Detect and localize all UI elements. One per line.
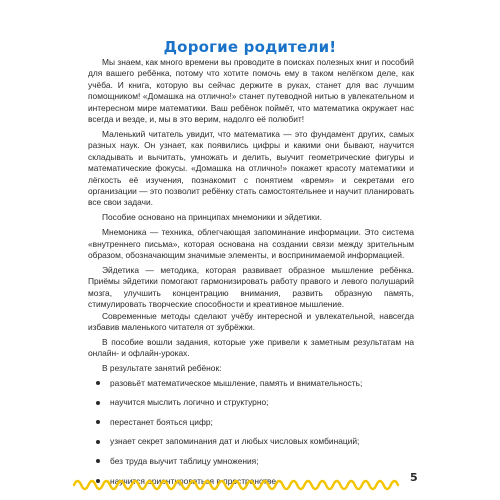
list-item: разовьёт математическое мышление, память и внимательность; xyxy=(88,378,414,389)
page-title: Дорогие родители! xyxy=(163,38,337,56)
list-item: научится ориентироваться в пространстве. xyxy=(88,476,414,487)
paragraph-intro: Мы знаем, как много времени вы проводите в поисках полезных книг и пособий для вашего ребёнка, потому что хотите помочь ему в таком нелёгком деле, как учёба. И книга, которую вы сейчас держите в руках, станет для вас лучшим помощником! «Домашка на отлично!» станет путеводной нитью в увлекательном и интересном мире математики. Ваш ребёнок поймёт, что математика окружает нас всегда и везде, и, мы в это верим, надолго её полюбит! xyxy=(88,57,414,125)
results-list xyxy=(88,378,414,487)
paragraph-results-intro: В результате занятий ребёнок: xyxy=(102,363,222,374)
wave-line xyxy=(74,481,398,489)
body-text xyxy=(88,57,414,495)
page-number: 5 xyxy=(410,471,418,484)
decorative-wave-icon xyxy=(72,478,402,492)
paragraph-methods: Современные методы сделают учёбу интересной и увлекательной, навсегда избавив маленького читателя от зубрёжки. xyxy=(88,310,414,332)
list-item: перестанет бояться цифр; xyxy=(88,417,414,428)
paragraph-eidetics: Эйдетика — методика, которая развивает образное мышление ребёнка. Приёмы эйдетики помогают гармонизировать работу правого и левого полушарий мозга, улучшить концентрацию внимания, развить образную память, стимулировать творческие способности и креативное мышление. xyxy=(88,264,414,310)
paragraph-principles: Пособие основано на принципах мнемоники и эйдетики. xyxy=(102,212,322,223)
list-item: без труда выучит таблицу умножения; xyxy=(88,456,414,467)
list-item: научится мыслить логично и структурно; xyxy=(88,397,414,408)
list-item: узнает секрет запоминания дат и любых числовых комбинаций; xyxy=(88,436,414,447)
paragraph-tasks: В пособие вошли задания, которые уже привели к заметным результатам на онлайн- и офлайн-уроках. xyxy=(88,336,414,359)
paragraph-mnemonics: Мнемоника — техника, облегчающая запоминание информации. Это система «внутреннего письма», которая основана на создании связи между зрительным образом, обозначающим значимые элементы, и воспринимаемой информацией. xyxy=(88,227,414,260)
paragraph-reader: Маленький читатель увидит, что математика — это фундамент других, самых разных наук. Он узнает, как появились цифры и какими они бывают, научится складывать и вычитать, умножать и делить, выучит геометрические фигуры и математические фокусы. «Домашка на отлично!» покажет красоту математики и лёгкость её изучения, познакомит с понятием «время» и секретами его организации — это позволит ребёнку стать самостоятельнее и научит планировать все свои задачи. xyxy=(88,128,414,208)
